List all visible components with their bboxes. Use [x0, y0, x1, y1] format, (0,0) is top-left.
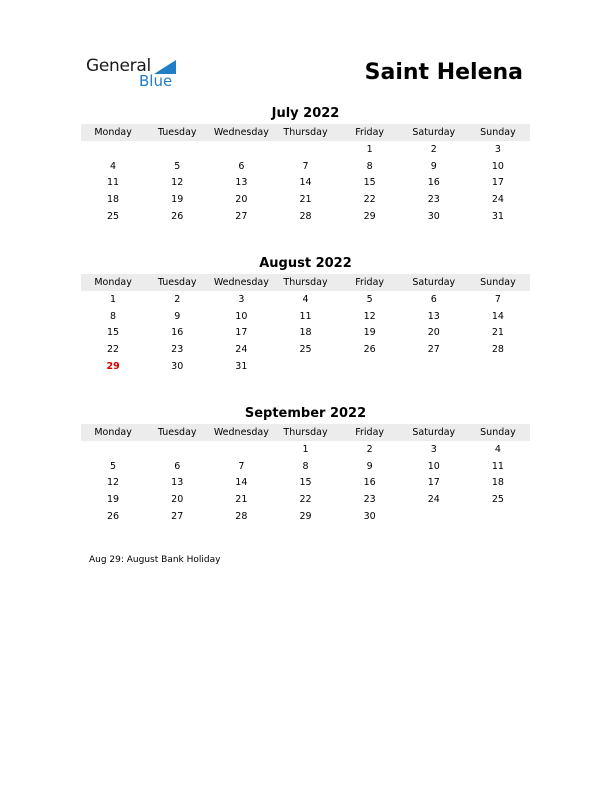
day-cell: 25 [299, 343, 312, 355]
day-cell: 16 [171, 327, 184, 339]
day-cell: 15 [299, 477, 312, 489]
day-cell: 29 [363, 210, 376, 222]
day-cell: 27 [235, 210, 248, 222]
month-title: August 2022 [259, 256, 352, 271]
weekday-label: Monday [94, 427, 132, 438]
weekday-label: Tuesday [157, 127, 197, 138]
week-row [81, 208, 530, 225]
month-block [81, 405, 530, 524]
day-cell: 3 [494, 143, 501, 155]
day-cell: 14 [235, 477, 248, 489]
week-row [81, 158, 530, 175]
day-cell: 24 [235, 343, 248, 355]
week-row [81, 441, 530, 458]
day-cell: 2 [174, 293, 181, 305]
day-cell: 5 [110, 460, 117, 472]
day-cell: 27 [427, 343, 440, 355]
day-cell: 6 [174, 460, 181, 472]
day-cell: 28 [491, 343, 504, 355]
day-cell: 19 [363, 327, 376, 339]
day-cell: 10 [235, 310, 248, 322]
weekday-label: Thursday [283, 127, 328, 138]
day-cell: 6 [238, 160, 245, 172]
day-cell: 30 [171, 360, 184, 372]
day-cell: 13 [235, 177, 248, 189]
weekday-label: Saturday [412, 277, 456, 288]
day-cell: 15 [107, 327, 120, 339]
weekday-label: Friday [355, 127, 385, 138]
day-cell: 16 [363, 477, 376, 489]
day-cell: 7 [302, 160, 309, 172]
day-cell: 12 [171, 177, 184, 189]
week-row [81, 458, 530, 475]
day-cell: 4 [110, 160, 117, 172]
weekday-label: Friday [355, 277, 385, 288]
day-cell: 11 [299, 310, 312, 322]
day-cell: 18 [107, 193, 120, 205]
day-cell: 28 [235, 510, 248, 522]
day-cell: 22 [363, 193, 376, 205]
week-row [81, 358, 530, 375]
month-block [81, 255, 530, 374]
logo-text-blue: Blue [139, 72, 173, 90]
weekday-label: Tuesday [157, 277, 197, 288]
day-cell: 4 [302, 293, 309, 305]
weekday-label: Thursday [283, 277, 328, 288]
day-cell: 31 [235, 360, 248, 372]
day-cell: 1 [302, 443, 309, 455]
day-cell: 18 [299, 327, 312, 339]
weekday-header [81, 124, 530, 141]
day-cell: 21 [491, 327, 504, 339]
day-cell: 18 [491, 477, 504, 489]
day-cell: 7 [238, 460, 245, 472]
weekday-label: Saturday [412, 127, 456, 138]
country-title: Saint Helena [364, 60, 523, 85]
day-cell: 26 [363, 343, 376, 355]
week-row [81, 308, 530, 325]
weekday-header [81, 274, 530, 291]
day-cell: 2 [366, 443, 373, 455]
day-cell: 30 [363, 510, 376, 522]
day-cell: 1 [366, 143, 373, 155]
weekday-label: Saturday [412, 427, 456, 438]
day-cell: 20 [171, 493, 184, 505]
day-cell: 10 [427, 460, 440, 472]
week-row [81, 474, 530, 491]
weekday-label: Sunday [480, 427, 516, 438]
day-cell: 19 [107, 493, 120, 505]
day-cell: 17 [235, 327, 248, 339]
day-cell: 2 [430, 143, 437, 155]
week-row [81, 491, 530, 508]
week-row [81, 508, 530, 525]
weekday-label: Wednesday [213, 127, 269, 138]
weekday-label: Wednesday [213, 277, 269, 288]
day-cell: 20 [235, 193, 248, 205]
weekday-label: Monday [94, 127, 132, 138]
day-cell: 26 [107, 510, 120, 522]
day-cell: 16 [427, 177, 440, 189]
day-cell: 8 [366, 160, 373, 172]
month-title: July 2022 [271, 106, 340, 121]
day-cell: 31 [491, 210, 504, 222]
day-cell: 11 [491, 460, 504, 472]
day-cell: 4 [494, 443, 501, 455]
day-cell: 11 [107, 177, 120, 189]
weekday-header [81, 424, 530, 441]
day-cell: 23 [427, 193, 440, 205]
day-cell: 25 [107, 210, 120, 222]
day-cell: 24 [427, 493, 440, 505]
day-cell: 12 [107, 477, 120, 489]
day-cell: 17 [427, 477, 440, 489]
day-cell: 12 [363, 310, 376, 322]
day-cell: 15 [363, 177, 376, 189]
weekday-label: Thursday [283, 427, 328, 438]
day-cell: 20 [427, 327, 440, 339]
day-cell: 27 [171, 510, 184, 522]
day-cell: 13 [427, 310, 440, 322]
day-cell: 10 [491, 160, 504, 172]
week-row [81, 141, 530, 158]
week-row [81, 174, 530, 191]
weekday-label: Sunday [480, 277, 516, 288]
weekday-label: Monday [94, 277, 132, 288]
week-row [81, 324, 530, 341]
day-cell: 21 [235, 493, 248, 505]
day-cell: 23 [171, 343, 184, 355]
general-blue-logo [86, 56, 186, 92]
day-cell: 9 [366, 460, 373, 472]
day-cell: 29 [299, 510, 312, 522]
day-cell: 21 [299, 193, 312, 205]
day-cell: 6 [430, 293, 437, 305]
day-cell: 22 [107, 343, 120, 355]
week-row [81, 291, 530, 308]
logo-text-general: General [86, 56, 151, 76]
day-cell: 5 [174, 160, 181, 172]
day-cell: 29 [106, 360, 120, 372]
weekday-label: Sunday [480, 127, 516, 138]
day-cell: 8 [110, 310, 117, 322]
day-cell: 17 [491, 177, 504, 189]
day-cell: 14 [299, 177, 312, 189]
holiday-note: Aug 29: August Bank Holiday [89, 555, 221, 565]
day-cell: 3 [430, 443, 437, 455]
weekday-label: Tuesday [157, 427, 197, 438]
day-cell: 22 [299, 493, 312, 505]
day-cell: 26 [171, 210, 184, 222]
week-row [81, 191, 530, 208]
weekday-label: Wednesday [213, 427, 269, 438]
day-cell: 7 [494, 293, 501, 305]
day-cell: 3 [238, 293, 245, 305]
day-cell: 19 [171, 193, 184, 205]
week-row [81, 341, 530, 358]
day-cell: 9 [430, 160, 437, 172]
day-cell: 13 [171, 477, 184, 489]
day-cell: 28 [299, 210, 312, 222]
day-cell: 23 [363, 493, 376, 505]
weekday-label: Friday [355, 427, 385, 438]
month-block [81, 105, 530, 224]
day-cell: 8 [302, 460, 309, 472]
day-cell: 14 [491, 310, 504, 322]
day-cell: 30 [427, 210, 440, 222]
month-title: September 2022 [244, 406, 367, 421]
day-cell: 5 [366, 293, 373, 305]
day-cell: 25 [491, 493, 504, 505]
day-cell: 24 [491, 193, 504, 205]
day-cell: 9 [174, 310, 181, 322]
day-cell: 1 [110, 293, 117, 305]
